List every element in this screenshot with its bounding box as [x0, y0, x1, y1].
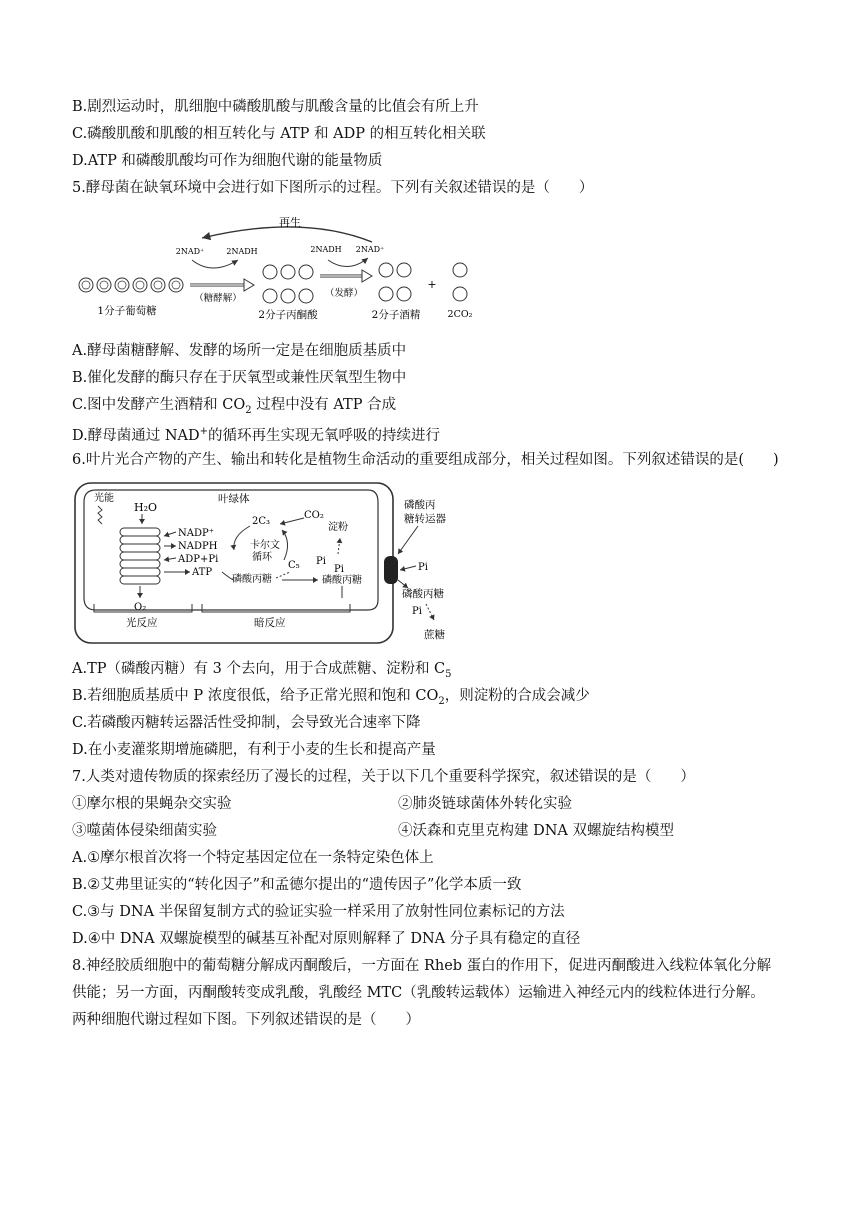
q6-option-d: D.在小麦灌浆期增施磷肥，有利于小麦的生长和提高产量 [72, 742, 436, 758]
q6-option-c: C.若磷酸丙糖转运器活性受抑制，会导致光合速率下降 [72, 715, 421, 731]
pi-label-4: Pi [412, 606, 422, 617]
triose-phosphate-transporter [384, 556, 398, 584]
c3-label: 2C₃ [252, 516, 271, 527]
q7-item-4: ④沃森和克里克构建 DNA 双螺旋结构模型 [398, 823, 675, 839]
triose-phosphate-label-1: 磷酸丙糖 [232, 574, 272, 585]
atp-label: ATP [192, 567, 213, 578]
nadph-label: NADPH [178, 541, 218, 552]
starch-label: 淀粉 [328, 522, 348, 533]
co2-label: CO₂ [304, 510, 324, 521]
q6-option-a: A.TP（磷酸丙糖）有 3 个去向，用于合成蔗糖、淀粉和 $C_5$ [72, 661, 452, 680]
glycolysis-label: （糖酵解） [194, 293, 242, 304]
nad-label-1: 2NAD⁺ [175, 247, 205, 256]
nadh-label-2: 2NADH [310, 245, 342, 254]
glucose-label: 1分子葡萄糖 [97, 305, 157, 317]
q7-stem: 7.人类对遗传物质的探索经历了漫长的过程，关于以下几个重要科学探究，叙述错误的是（ ） [72, 769, 695, 785]
nadp-label: NADP⁺ [178, 528, 214, 539]
q7-option-d: D.④中 DNA 双螺旋模型的碱基互补配对原则解释了 DNA 分子具有稳定的直径 [72, 931, 581, 947]
q4-option-c: C.磷酸肌酸和肌酸的相互转化与 ATP 和 ADP 的相互转化相关联 [72, 126, 486, 142]
transporter-label-2: 糖转运器 [404, 513, 446, 525]
regen-label: 再生 [279, 216, 301, 229]
q7-item-2: ②肺炎链球菌体外转化实验 [398, 796, 572, 812]
light-energy-label: 光能 [94, 493, 114, 504]
thylakoid-stack [120, 528, 160, 584]
q6-stem: 6.叶片光合产物的产生、输出和转化是植物生命活动的重要组成部分，相关过程如图。下列叙述错误的是( ) [72, 452, 779, 468]
q5-option-d: D.酵母菌通过 NAD+的循环再生实现无氧呼吸的持续进行 [72, 426, 441, 444]
pyruvate-carbons [263, 265, 313, 303]
pi-label-3: Pi [418, 562, 428, 573]
c5-label: C₅ [288, 560, 300, 571]
glucose-carbons [79, 278, 183, 292]
adp-label: ADP+Pi [178, 554, 219, 565]
nad-label-2: 2NAD⁺ [355, 245, 385, 254]
calvin-label-1: 卡尔文 [250, 540, 280, 551]
nadh-label-1: 2NADH [226, 247, 258, 256]
ethanol-label: 2分子酒精 [371, 309, 421, 321]
yeast-fermentation-figure [72, 208, 488, 330]
q7-item-3: ③噬菌体侵染细菌实验 [72, 823, 217, 839]
q7-option-b: B.②艾弗里证实的“转化因子”和孟德尔提出的“遗传因子”化学本质一致 [72, 877, 522, 893]
triose-phosphate-label-2: 磷酸丙糖 [322, 575, 362, 586]
q8-line-2: 供能；另一方面，丙酮酸转变成乳酸，乳酸经 MTC（乳酸转运载体）运输进入神经元内的线粒体进行分解。 [72, 985, 765, 1001]
q8-line-1: 8.神经胶质细胞中的葡萄糖分解成丙酮酸后，一方面在 Rheb 蛋白的作用下，促进丙酮酸进入线粒体氧化分解 [72, 958, 772, 974]
transporter-label-1: 磷酸丙 [404, 499, 436, 511]
q5-stem: 5.酵母菌在缺氧环境中会进行如下图所示的过程。下列有关叙述错误的是（ ） [72, 180, 594, 196]
q7-option-a: A.①摩尔根首次将一个特定基因定位在一条特定染色体上 [72, 850, 434, 866]
pyruvate-label: 2分子丙酮酸 [258, 309, 318, 321]
pi-label-2: Pi [334, 564, 344, 575]
q5-option-c: C.图中发酵产生酒精和 $CO_2$ 过程中没有 ATP 合成 [72, 397, 397, 416]
co2-carbons [453, 263, 467, 301]
q5-option-b: B.催化发酵的酶只存在于厌氧型或兼性厌氧型生物中 [72, 370, 407, 386]
q6-option-b: B.若细胞质基质中 P 浓度很低，给予正常光照和饱和 $CO_2$，则淀粉的合成会减少 [72, 688, 590, 707]
plus-sign: + [427, 278, 437, 291]
light-reaction-label: 光反应 [126, 617, 158, 629]
chloroplast-label: 叶绿体 [218, 493, 250, 505]
q5-option-a: A.酵母菌糖酵解、发酵的场所一定是在细胞质基质中 [72, 343, 407, 359]
sucrose-label: 蔗糖 [424, 629, 445, 641]
q4-option-b: B.剧烈运动时，肌细胞中磷酸肌酸与肌酸含量的比值会有所上升 [72, 99, 479, 115]
oxygen-label: O₂ [134, 602, 147, 613]
q7-option-c: C.③与 DNA 半保留复制方式的验证实验一样采用了放射性同位素标记的方法 [72, 904, 565, 920]
q7-item-1: ①摩尔根的果蝇杂交实验 [72, 796, 232, 812]
ethanol-carbons [379, 263, 411, 301]
co2-label: 2CO₂ [447, 309, 473, 320]
triose-phosphate-label-3: 磷酸丙糖 [402, 588, 444, 600]
pi-label-1: Pi [316, 556, 326, 567]
fermentation-label: （发酵） [324, 288, 364, 299]
dark-reaction-label: 暗反应 [254, 617, 286, 629]
calvin-label-2: 循环 [252, 552, 272, 563]
regeneration-arrow [202, 227, 372, 242]
q4-option-d: D.ATP 和磷酸肌酸均可作为细胞代谢的能量物质 [72, 153, 383, 169]
photosynthesis-figure [72, 480, 462, 650]
water-label: H₂O [134, 501, 158, 514]
q8-line-3: 两种细胞代谢过程如下图。下列叙述错误的是（ ） [72, 1012, 420, 1028]
